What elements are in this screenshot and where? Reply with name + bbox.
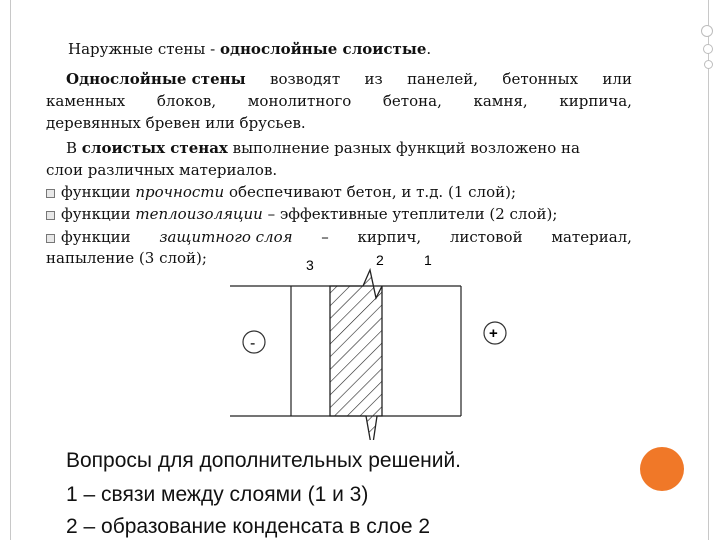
- bullet-item-strength: [46, 181, 516, 203]
- slide-frame-left: [10, 0, 11, 540]
- bullet-icon: [46, 189, 55, 198]
- word: –: [321, 228, 329, 246]
- word: бетона,: [382, 92, 442, 110]
- questions-title: Вопросы для дополнительных решений.: [66, 449, 462, 472]
- bullet-icon: [46, 234, 55, 243]
- heading: [68, 38, 431, 60]
- para1-line2: [46, 90, 632, 112]
- plus-sign: +: [489, 325, 498, 342]
- decor-circle-3: [704, 60, 713, 69]
- bullet-text: функции: [61, 183, 136, 201]
- bullet-lead: [46, 226, 131, 248]
- minus-sign: -: [250, 335, 256, 352]
- word: или: [602, 70, 632, 88]
- para1-line1: [66, 68, 632, 90]
- last-line: напыление (3 слой);: [46, 249, 207, 267]
- word: из: [364, 70, 383, 88]
- slide-frame-right: [708, 0, 709, 540]
- question-item-2: 2 – образование конденсата в слое 2: [66, 515, 431, 538]
- word: блоков,: [156, 92, 217, 110]
- para2-line1: [66, 137, 580, 159]
- para2-prefix: В: [66, 139, 82, 157]
- word: листовой: [449, 228, 523, 246]
- question-item-1: 1 – связи между слоями (1 и 3): [66, 483, 369, 506]
- wall-layers-diagram: [230, 240, 530, 440]
- heading-bold: однослойные слоистые: [219, 40, 427, 58]
- word: кирпича,: [559, 92, 632, 110]
- heading-prefix: Наружные стены -: [68, 40, 220, 58]
- label-layer3: 3: [306, 257, 314, 273]
- bullet-italic: защитного слоя: [159, 228, 293, 246]
- heading-suffix: .: [426, 40, 432, 58]
- bullet-italic: теплоизоляции: [135, 205, 263, 223]
- para1-bold: Однослойные стены: [66, 70, 246, 88]
- bullet-item-insulation: [46, 203, 557, 225]
- word: камня,: [473, 92, 528, 110]
- decor-circle-1: [701, 25, 713, 37]
- word: бетонных: [502, 70, 579, 88]
- bullet-italic: прочности: [135, 183, 225, 201]
- word: возводят: [270, 70, 341, 88]
- label-layer1: 1: [424, 252, 432, 268]
- word: кирпич,: [357, 228, 422, 246]
- para1-line3: деревянных бревен или брусьев.: [46, 114, 306, 132]
- bullet-icon: [46, 211, 55, 220]
- word: монолитного: [247, 92, 352, 110]
- bullet-text: обеспечивают бетон, и т.д. (1 слой);: [224, 183, 516, 201]
- para2-bold: слоистых стенах: [81, 139, 228, 157]
- bullet-text: функции: [61, 205, 136, 223]
- para2-line2: слои различных материалов.: [46, 161, 278, 179]
- label-layer2: 2: [376, 252, 384, 268]
- word: материал,: [551, 228, 632, 246]
- decor-circle-2: [703, 44, 713, 54]
- bullet-text: – эффективные утеплители (2 слой);: [262, 205, 558, 223]
- insulation-layer-hatched: [330, 270, 382, 440]
- word: панелей,: [407, 70, 479, 88]
- word: каменных: [46, 92, 126, 110]
- orange-circle-decor: [640, 447, 684, 491]
- para2-suffix: выполнение разных функций возложено на: [227, 139, 580, 157]
- word: функции: [61, 228, 131, 246]
